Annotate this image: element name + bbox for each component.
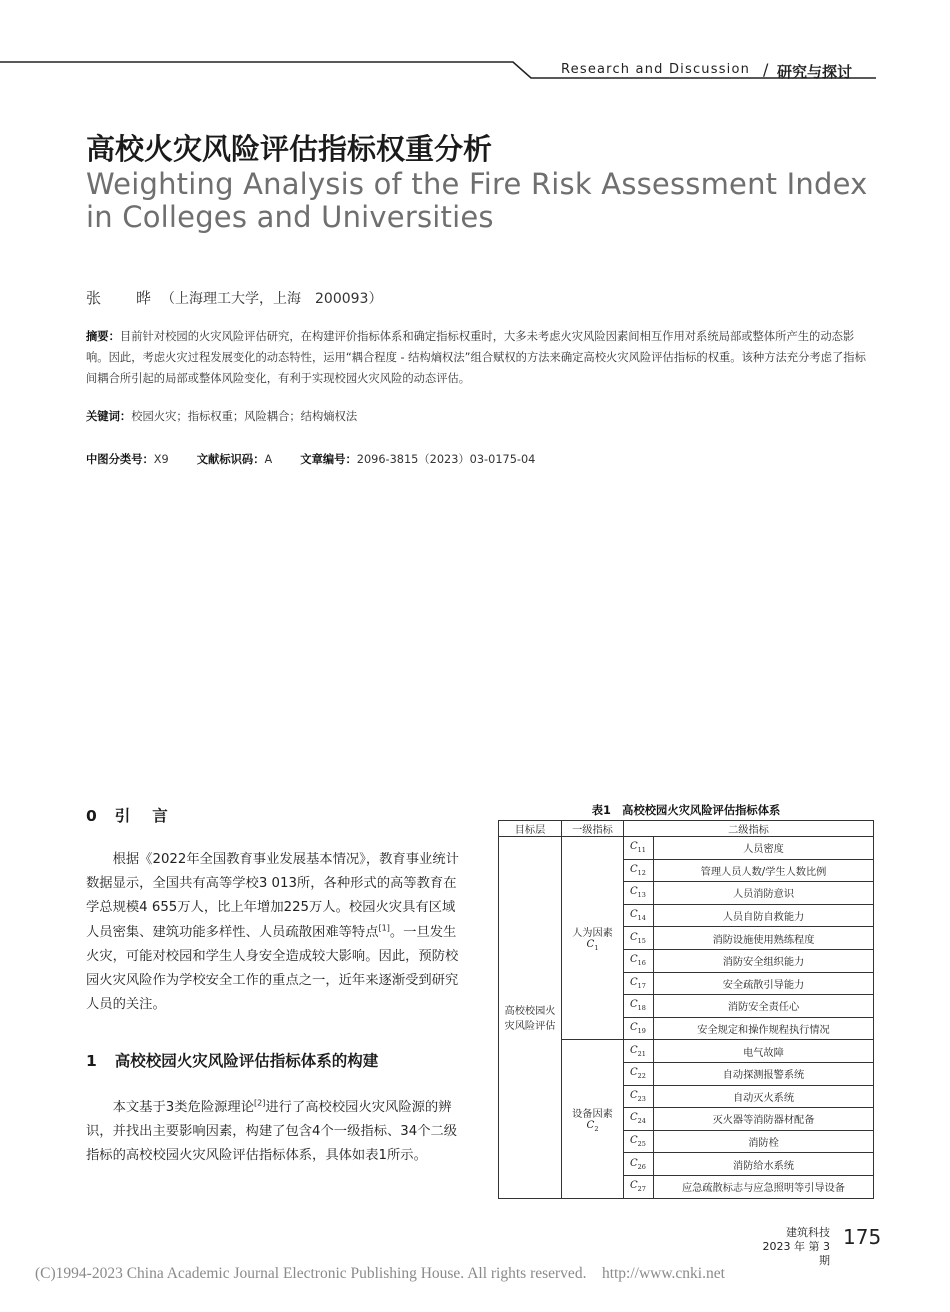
level2-name: 安全规定和操作规程执行情况 — [654, 1017, 874, 1040]
header-target-layer: 目标层 — [499, 821, 562, 837]
level2-code-sub: 17 — [637, 981, 646, 990]
section1-number: 1 — [86, 1052, 97, 1070]
doc-code-value: A — [264, 453, 273, 466]
level2-name: 灭火器等消防器材配备 — [654, 1108, 874, 1131]
level2-code-letter: C — [630, 1112, 638, 1124]
ref-1[interactable]: [1] — [378, 923, 390, 933]
article-no-value: 2096-3815（2023）03-0175-04 — [356, 453, 536, 466]
level2-code-letter: C — [630, 976, 638, 988]
level2-code-sub: 16 — [637, 959, 646, 968]
index-table-body — [499, 821, 874, 1199]
level2-code-letter: C — [630, 1089, 638, 1101]
article-meta — [86, 451, 535, 467]
level2-code — [624, 927, 654, 950]
level1-cell — [562, 837, 624, 1040]
author-line — [86, 287, 382, 308]
page-number: 175 — [843, 1225, 882, 1249]
level2-code-letter: C — [630, 954, 638, 966]
section1-text-b: 进行了高校校园火灾风险源的辨识，并找出主要影响因素，构建了包含4个一级指标、34个二级指标的高校校园火灾风险评估指标体系，具体如表1所示。 — [86, 1100, 458, 1164]
level1-symbol-letter: C — [586, 1119, 595, 1131]
table-caption: 表1 高校校园火灾风险评估指标体系 — [591, 804, 781, 817]
level2-name: 消防安全责任心 — [654, 995, 874, 1018]
copyright-line: (C)1994-2023 China Academic Journal Electronic Publishing House. All rights reserved. http://www.cnki.net — [35, 1265, 725, 1282]
title-cn: 高校火灾风险评估指标权重分析 — [86, 132, 493, 166]
level2-name: 自动灭火系统 — [654, 1085, 874, 1108]
intro-paragraph — [86, 848, 464, 1017]
author-affiliation: （上海理工大学，上海 200093） — [161, 291, 383, 307]
level2-code-letter: C — [630, 931, 638, 943]
level2-code — [624, 837, 654, 860]
abstract-text: 目前针对校园的火灾风险评估研究，在构建评价指标体系和确定指标权重时，大多未考虑火灾风险因素间相互作用对系统局部或整体所产生的动态影响。因此，考虑火灾过程发展变化的动态特性，运用“耦合程度 - 结构熵权法”组合赋权的方法来确定高校火灾风险评估指标的权重。该种方法充分考虑了指标间耦合所引起的局部或整体风险变化，有利于实现校园火灾风险的动态评估。 — [86, 330, 866, 385]
level2-name: 人员消防意识 — [654, 882, 874, 905]
level2-code-letter: C — [630, 1067, 638, 1079]
level2-name: 消防给水系统 — [654, 1153, 874, 1176]
level2-code-sub: 11 — [637, 846, 646, 855]
level2-code — [624, 859, 654, 882]
level2-code-sub: 24 — [637, 1117, 646, 1126]
level2-name: 消防设施使用熟练程度 — [654, 927, 874, 950]
header-slash: / — [763, 60, 769, 79]
level2-code-letter: C — [630, 1135, 638, 1147]
target-layer-cell: 高校校园火灾风险评估 — [499, 837, 562, 1199]
level2-name: 自动探测报警系统 — [654, 1062, 874, 1085]
level2-code-letter: C — [630, 1022, 638, 1034]
level2-name: 管理人员人数/学生人数比例 — [654, 859, 874, 882]
level2-code — [624, 904, 654, 927]
level2-code-sub: 21 — [637, 1049, 646, 1058]
level2-code — [624, 1153, 654, 1176]
level1-cell — [562, 1040, 624, 1198]
level2-code-letter: C — [630, 909, 638, 921]
ref-2[interactable]: [2] — [254, 1098, 266, 1108]
level2-code — [624, 1130, 654, 1153]
level2-code-sub: 14 — [637, 914, 646, 923]
level1-symbol-sub: 2 — [594, 1124, 599, 1133]
level1-symbol-sub: 1 — [594, 944, 599, 953]
level1-name: 人为因素 — [572, 928, 613, 940]
level2-code-sub: 26 — [637, 1162, 646, 1171]
intro-title: 引言 — [114, 807, 190, 825]
level2-code-letter: C — [630, 1044, 638, 1056]
level2-code — [624, 1108, 654, 1131]
level1-symbol — [562, 939, 623, 952]
author-name: 张 晔 — [86, 289, 162, 307]
table-row — [499, 837, 874, 860]
level2-code-sub: 27 — [637, 1185, 646, 1194]
level2-code — [624, 1175, 654, 1198]
level2-code-sub: 15 — [637, 936, 646, 945]
intro-heading — [86, 804, 190, 826]
abstract — [86, 326, 876, 389]
intro-number: 0 — [86, 807, 97, 825]
level2-code — [624, 949, 654, 972]
level2-code — [624, 1085, 654, 1108]
keywords — [86, 408, 357, 424]
title-en: Weighting Analysis of the Fire Risk Assessment Index in Colleges and Universities — [86, 167, 868, 234]
intro-text-a: 根据《2022年全国教育事业发展基本情况》，教育事业统计数据显示，全国共有高等学校3 013所，各种形式的高等教育在学总规模4 655万人，比上年增加225万人。校园火灾具有区域人员密集、建筑功能多样性、人员疏散困难等特点 — [86, 852, 459, 940]
journal-name: 建筑科技 — [786, 1226, 830, 1239]
section1-paragraph — [86, 1096, 464, 1169]
level2-name: 人员自防自救能力 — [654, 904, 874, 927]
clc-value: X9 — [153, 453, 169, 466]
level2-name: 人员密度 — [654, 837, 874, 860]
level2-name: 消防安全组织能力 — [654, 949, 874, 972]
level2-code-sub: 13 — [637, 891, 646, 900]
header-section-cn: 研究与探讨 — [777, 63, 853, 81]
index-table — [498, 820, 874, 1199]
article-no-label: 文章编号： — [300, 453, 357, 466]
section1-text-a: 本文基于3类危险源理论 — [112, 1100, 255, 1115]
table-header-row — [499, 821, 874, 837]
level2-code-letter: C — [630, 841, 638, 853]
footer-journal — [762, 1226, 830, 1268]
doc-code-label: 文献标识码： — [196, 453, 265, 466]
level2-code-letter: C — [630, 886, 638, 898]
intro-text-b: 。一旦发生火灾，可能对校园和学生人身安全造成较大影响。因此，预防校园火灾风险作为学校安全工作的重点之一，近年来逐渐受到研究人员的关注。 — [86, 924, 459, 1013]
clc-label: 中图分类号： — [86, 453, 154, 466]
level2-code — [624, 1040, 654, 1063]
level2-code-letter: C — [630, 863, 638, 875]
level2-code-letter: C — [630, 1180, 638, 1192]
level2-code — [624, 972, 654, 995]
section1-title: 高校校园火灾风险评估指标体系的构建 — [114, 1052, 379, 1070]
level2-code-letter: C — [630, 999, 638, 1011]
header-level1: 一级指标 — [562, 821, 624, 837]
section1-heading — [86, 1049, 378, 1071]
level2-code-letter: C — [630, 1157, 638, 1169]
level1-symbol — [562, 1120, 623, 1133]
level2-code — [624, 882, 654, 905]
keywords-text: 校园火灾；指标权重；风险耦合；结构熵权法 — [131, 410, 358, 423]
abstract-label: 摘要： — [86, 330, 120, 343]
level2-code-sub: 12 — [637, 868, 646, 877]
level2-code — [624, 995, 654, 1018]
level2-code-sub: 19 — [637, 1027, 646, 1036]
level2-code — [624, 1017, 654, 1040]
journal-issue: 2023 年 第 3 期 — [762, 1240, 830, 1267]
level2-code-sub: 22 — [637, 1072, 646, 1081]
level2-code-sub: 18 — [637, 1004, 646, 1013]
level2-name: 应急疏散标志与应急照明等引导设备 — [654, 1175, 874, 1198]
level1-symbol-letter: C — [586, 939, 595, 951]
level2-name: 安全疏散引导能力 — [654, 972, 874, 995]
level2-name: 消防栓 — [654, 1130, 874, 1153]
header-section-en: Research and Discussion — [561, 62, 751, 77]
level2-code-sub: 25 — [637, 1140, 646, 1149]
header-level2: 二级指标 — [624, 821, 874, 837]
level2-name: 电气故障 — [654, 1040, 874, 1063]
keywords-label: 关键词： — [86, 410, 132, 423]
level1-name: 设备因素 — [572, 1108, 613, 1120]
level2-code — [624, 1062, 654, 1085]
level2-code-sub: 23 — [637, 1094, 646, 1103]
